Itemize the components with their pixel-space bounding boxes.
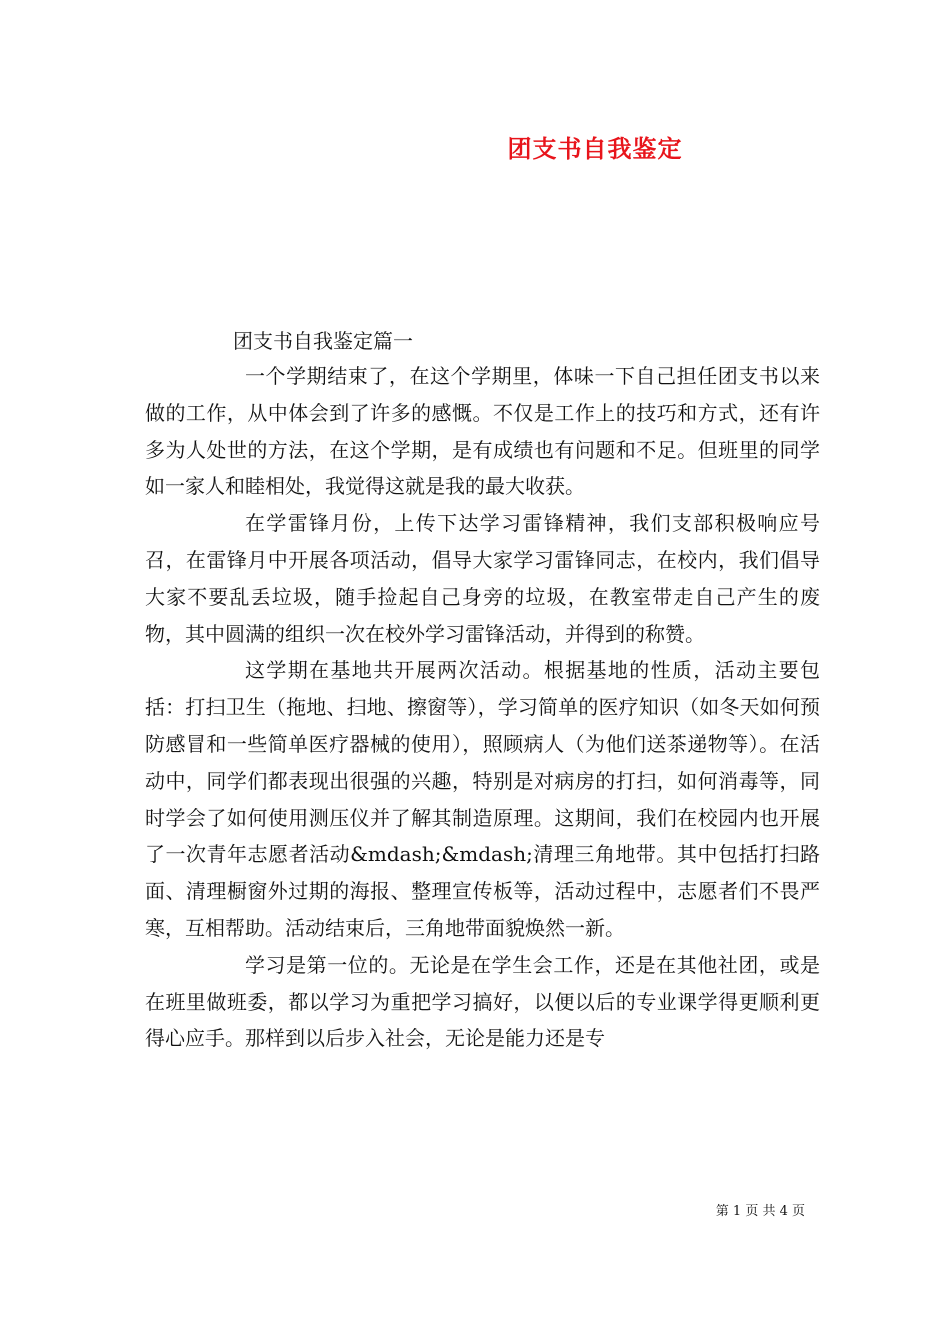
paragraph-2: 在学雷锋月份，上传下达学习雷锋精神，我们支部积极响应号召，在雷锋月中开展各项活动，倡导大家学习雷锋同志，在校内，我们倡导大家不要乱丢垃圾，随手捡起自己身旁的垃圾，在教室带走自己产生的废物，其中圆满的组织一次在校外学习雷锋活动，并得到的称赞。 — [145, 511, 820, 646]
document-body — [145, 358, 820, 1057]
section-heading: 团支书自我鉴定篇一 — [233, 329, 413, 353]
paragraph-1: 一个学期结束了，在这个学期里，体味一下自己担任团支书以来做的工作，从中体会到了许多的感慨。不仅是工作上的技巧和方式，还有许多为人处世的方法，在这个学期，是有成绩也有问题和不足。但班里的同学如一家人和睦相处，我觉得这就是我的最大收获。 — [145, 364, 820, 499]
paragraph-3: 这学期在基地共开展两次活动。根据基地的性质，活动主要包括：打扫卫生（拖地、扫地、擦窗等），学习简单的医疗知识（如冬天如何预防感冒和一些简单医疗器械的使用），照顾病人（为他们送茶递物等）。在活动中，同学们都表现出很强的兴趣，特别是对病房的打扫，如何消毒等，同时学会了如何使用测压仪并了解其制造原理。这期间，我们在校园内也开展了一次青年志愿者活动&mdash;&mdash;清理三角地带。其中包括打扫路面、清理橱窗外过期的海报、整理宣传板等，活动过程中，志愿者们不畏严寒，互相帮助。活动结束后，三角地带面貌焕然一新。 — [145, 658, 820, 940]
document-title: 团支书自我鉴定 — [507, 134, 683, 163]
page-footer: 第 1 页 共 4 页 — [715, 1204, 805, 1219]
paragraph-4: 学习是第一位的。无论是在学生会工作，还是在其他社团，或是在班里做班委，都以学习为重把学习搞好，以便以后的专业课学得更顺利更得心应手。那样到以后步入社会，无论是能力还是专 — [145, 952, 820, 1051]
